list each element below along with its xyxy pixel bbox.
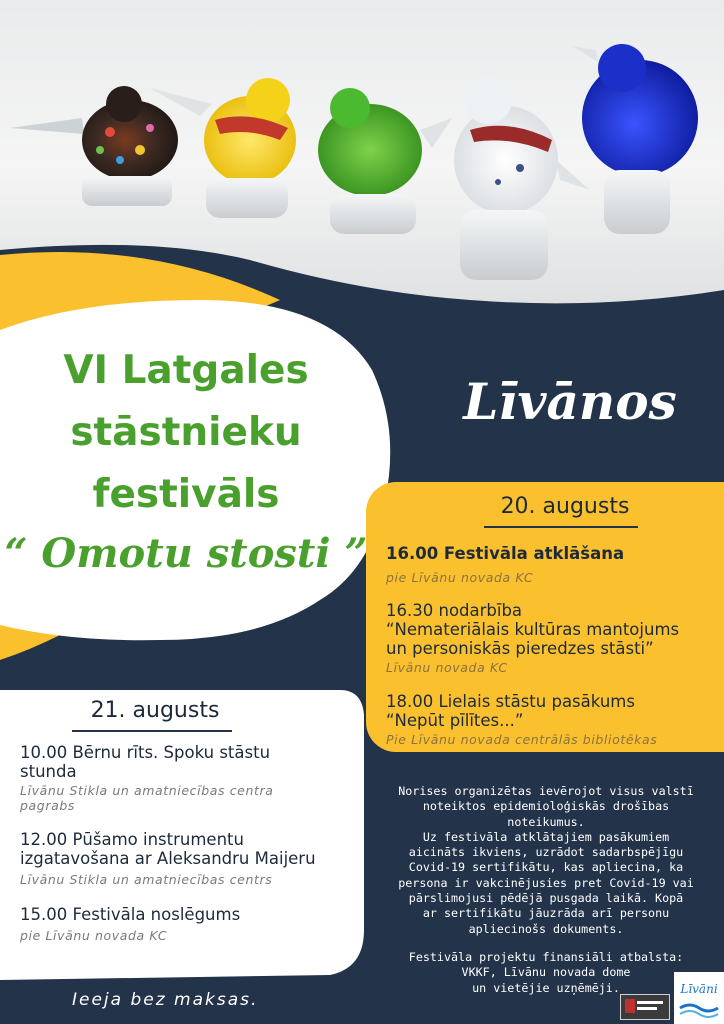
notice-line: aicināts ikviens, uzrādot sadarbspējīgu bbox=[408, 845, 684, 860]
day21-heading-underline bbox=[72, 730, 232, 732]
notice-line: persona ir vakcinējusies pret Covid-19 vai bbox=[398, 875, 694, 890]
funding-support bbox=[390, 950, 702, 996]
green-bird bbox=[318, 88, 452, 234]
event-title-line: izgatavošana ar Aleksandru Maijeru bbox=[20, 849, 316, 868]
notice-line: noteikumus. bbox=[507, 814, 585, 829]
livani-logo-text: Līvāni bbox=[680, 982, 718, 996]
notice-line: apliecinošs dokuments. bbox=[468, 921, 624, 936]
event-title-line: 15.00 Festivāla noslēgums bbox=[20, 905, 241, 924]
venue-line: Līvānu Stikla un amatniecības centrs bbox=[20, 872, 273, 887]
notice-line: Norises organizētas ievērojot visus valstī bbox=[398, 784, 694, 798]
day20-event-3-title bbox=[386, 692, 635, 730]
notice-line: Uz festivāla atklātajiem pasākumiem bbox=[422, 829, 670, 844]
title-line-2: stāstnieku bbox=[70, 410, 302, 455]
location-title: Līvānos bbox=[463, 372, 677, 431]
sponsor-logo-vkkf bbox=[620, 994, 670, 1020]
support-line: VKKF, Līvānu novada dome bbox=[461, 965, 631, 980]
day21-event-2-venue bbox=[20, 872, 272, 887]
event-title-line: 16.00 Festivāla atklāšana bbox=[386, 544, 625, 563]
day20-event-1-title bbox=[386, 544, 624, 563]
multicolor-bird bbox=[10, 86, 178, 206]
day21-heading: 21. augusts bbox=[90, 698, 220, 723]
venue-line: Līvānu Stikla un amatniecības centra bbox=[20, 783, 274, 798]
title-line-3: festivāls bbox=[92, 472, 280, 517]
event-title-line: 16.30 nodarbība bbox=[386, 601, 523, 620]
day21-event-1-title bbox=[20, 743, 270, 781]
day20-heading: 20. augusts bbox=[500, 494, 630, 519]
event-title-line: 12.00 Pūšamo instrumentu bbox=[20, 830, 244, 849]
hero-photo bbox=[0, 0, 724, 300]
event-title-line: stunda bbox=[20, 762, 77, 781]
day20-event-2-title bbox=[386, 601, 679, 658]
title-line-1: VI Latgales bbox=[63, 348, 309, 393]
day20-event-2-venue: Līvānu novada KC bbox=[386, 660, 508, 675]
event-title-line: un personiskās pieredzes stāsti” bbox=[386, 639, 654, 658]
notice-line: ar sertifikātu jāuzrāda arī personu bbox=[422, 906, 670, 921]
free-entry-note: Ieeja bez maksas. bbox=[72, 990, 259, 1010]
venue-line: pagrabs bbox=[20, 798, 75, 813]
day21-event-3-title bbox=[20, 905, 240, 924]
support-line: un vietējie uzņēmēji. bbox=[472, 980, 620, 995]
vkkf-logo-icon bbox=[621, 995, 669, 1019]
notice-line: pārslimojusi pēdējā pusgada laikā. Kopā bbox=[408, 891, 684, 906]
white-bird bbox=[454, 76, 590, 280]
blue-bird bbox=[572, 44, 698, 234]
event-title-line: 10.00 Bērnu rīts. Spoku stāstu bbox=[20, 743, 271, 762]
notice-line: Covid-19 sertifikātu, kas apliecina, ka bbox=[408, 860, 684, 875]
notice-line: noteiktos epidemioloģiskās drošības bbox=[422, 799, 670, 814]
livani-logo bbox=[674, 974, 724, 1024]
event-title-line: “Nepūt pīlītes...” bbox=[386, 711, 524, 730]
support-line: Festivāla projektu finansiāli atbalsta: bbox=[408, 950, 684, 964]
venue-line: pie Līvānu novada KC bbox=[20, 928, 168, 943]
event-title-line: “Nemateriālais kultūras mantojums bbox=[386, 620, 680, 639]
covid-notice bbox=[390, 784, 702, 937]
day20-heading-underline bbox=[484, 526, 638, 528]
day21-event-2-title bbox=[20, 830, 316, 868]
day21-event-1-venue bbox=[20, 783, 273, 813]
festival-title bbox=[0, 340, 372, 526]
day21-event-3-venue bbox=[20, 928, 167, 943]
event-title-line: 18.00 Lielais stāstu pasākums bbox=[386, 692, 635, 711]
day20-event-1-venue: pie Līvānu novada KC bbox=[386, 570, 534, 585]
festival-subtitle: “ Omotu stosti ” bbox=[4, 530, 368, 577]
day20-event-3-venue: Pie Līvānu novada centrālās bibliotēkas bbox=[386, 732, 658, 747]
